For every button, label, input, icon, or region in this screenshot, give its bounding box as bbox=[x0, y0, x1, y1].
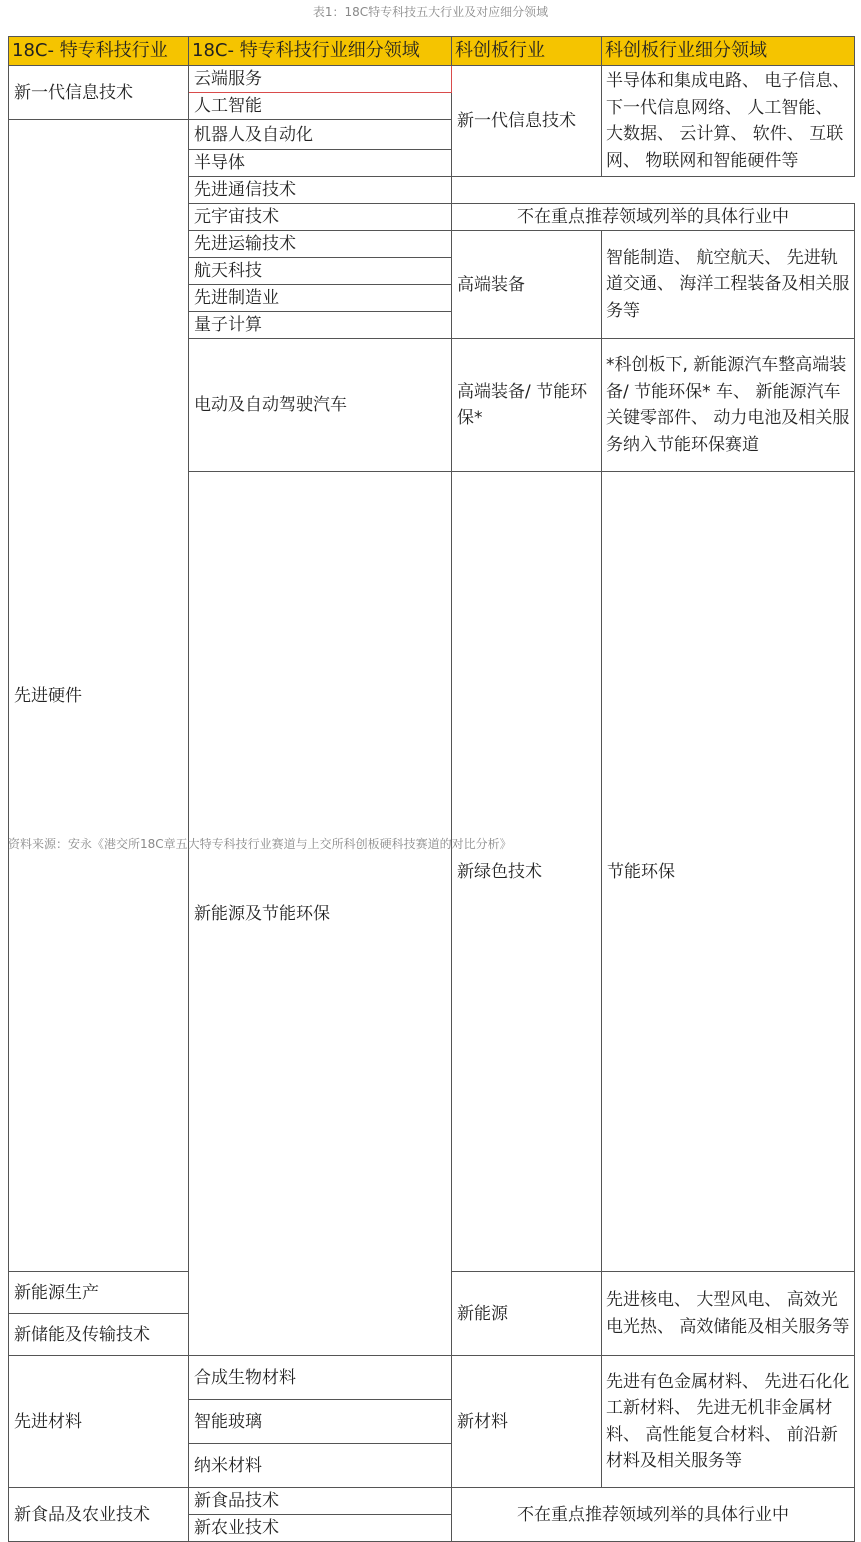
star-industry-cell: 新材料 bbox=[452, 1356, 602, 1488]
category-cell: 先进硬件 bbox=[9, 120, 189, 1272]
subfield-cell: 新能源生产 bbox=[9, 1272, 189, 1314]
subfield-cell: 元宇宙技术 bbox=[189, 204, 452, 231]
star-subfield-cell: 半导体和集成电路、 电子信息、 下一代信息网络、 人工智能、 大数据、 云计算、 软件、 互联网、 物联网和智能硬件等 bbox=[602, 66, 855, 177]
subfield-cell: 纳米材料 bbox=[189, 1444, 452, 1488]
star-industry-cell: 节能环保 bbox=[602, 472, 855, 1272]
subfield-cell: 量子计算 bbox=[189, 312, 452, 339]
star-industry-cell: 高端装备 bbox=[452, 231, 602, 339]
star-industry-cell: 高端装备/ 节能环保* bbox=[452, 339, 602, 472]
subfield-cell: 智能玻璃 bbox=[189, 1400, 452, 1444]
category-cell: 先进材料 bbox=[9, 1356, 189, 1488]
category-cell: 新食品及农业技术 bbox=[9, 1488, 189, 1542]
table-row bbox=[9, 66, 855, 93]
subfield-cell: 新食品技术 bbox=[189, 1488, 452, 1515]
subfield-cell: 新储能及传输技术 bbox=[9, 1314, 189, 1356]
star-subfield-cell: 先进核电、 大型风电、 高效光电光热、 高效储能及相关服务等 bbox=[602, 1272, 855, 1356]
subfield-cell: 航天科技 bbox=[189, 258, 452, 285]
category-cell: 新能源及节能环保 bbox=[189, 472, 452, 1356]
subfield-cell: 先进运输技术 bbox=[189, 231, 452, 258]
star-subfield-cell: *科创板下, 新能源汽车整高端装备/ 节能环保* 车、 新能源汽车关键零部件、 动力电池及相关服务纳入节能环保赛道 bbox=[602, 339, 855, 472]
header-18c-industry: 18C- 特专科技行业 bbox=[9, 37, 189, 66]
table-row bbox=[9, 1356, 855, 1400]
not-listed-cell: 不在重点推荐领域列举的具体行业中 bbox=[452, 1488, 855, 1542]
header-star-industry: 科创板行业 bbox=[452, 37, 602, 66]
header-star-subfield: 科创板行业细分领域 bbox=[602, 37, 855, 66]
industry-comparison-table bbox=[8, 36, 855, 1542]
header-row bbox=[9, 37, 855, 66]
table-row bbox=[9, 1488, 855, 1515]
star-subfield-cell: 先进有色金属材料、 先进石化化工新材料、 先进无机非金属材料、 高性能复合材料、 前沿新材料及相关服务等 bbox=[602, 1356, 855, 1488]
category-cell: 新一代信息技术 bbox=[9, 66, 189, 120]
subfield-cell: 合成生物材料 bbox=[189, 1356, 452, 1400]
star-industry-cell: 新能源 bbox=[452, 1272, 602, 1356]
subfield-cell: 新农业技术 bbox=[189, 1515, 452, 1542]
subfield-cell: 电动及自动驾驶汽车 bbox=[189, 339, 452, 472]
star-subfield-cell: 智能制造、 航空航天、 先进轨道交通、 海洋工程装备及相关服务等 bbox=[602, 231, 855, 339]
subfield-cell: 人工智能 bbox=[189, 93, 452, 120]
table-caption: 表1：18C特专科技五大行业及对应细分领域 bbox=[312, 5, 549, 19]
header-18c-subfield: 18C- 特专科技行业细分领域 bbox=[189, 37, 452, 66]
not-listed-cell: 不在重点推荐领域列举的具体行业中 bbox=[452, 204, 855, 231]
source-note: 资料来源：安永《港交所18C章五大特专科技行业赛道与上交所科创板硬科技赛道的对比分析》 bbox=[8, 837, 512, 851]
subfield-cell: 先进制造业 bbox=[189, 285, 452, 312]
subfield-cell: 先进通信技术 bbox=[189, 177, 452, 204]
subfield-cell: 半导体 bbox=[189, 150, 452, 177]
subfield-cell: 机器人及自动化 bbox=[189, 120, 452, 150]
star-industry-cell: 新一代信息技术 bbox=[452, 66, 602, 177]
subfield-cell: 云端服务 bbox=[189, 66, 452, 93]
subfield-cell: 新绿色技术 bbox=[452, 472, 602, 1272]
